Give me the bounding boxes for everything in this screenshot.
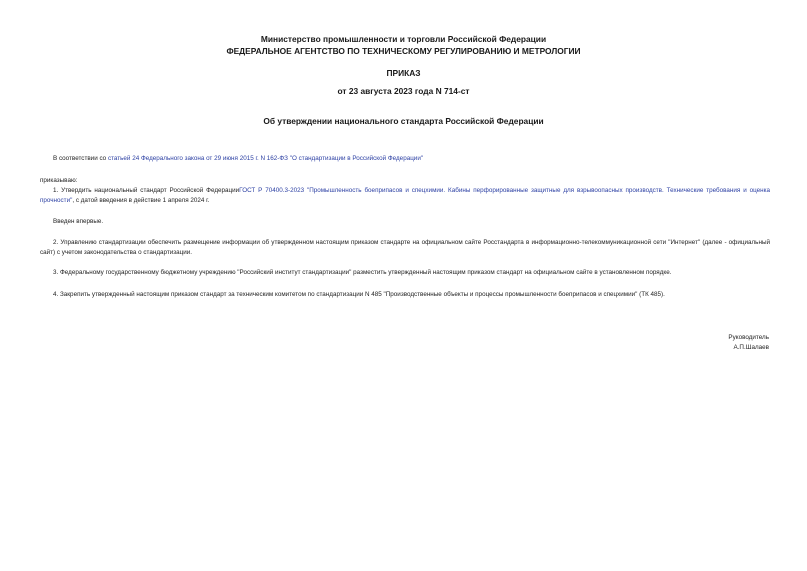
item-2-paragraph: 2. Управлению стандартизации обеспечить размещение информации об утвержденном настоящим приказом стандарте на официальном сайте Росстандарта в информационно-телекоммуникационной сети "Интернет" (далее - официальный сайт) с учетом законодательства о стандартизации.	[40, 239, 770, 256]
item-4-paragraph: 4. Закрепить утвержденный настоящим приказом стандарт за техническим комитетом по стандартизации N 485 "Производственные объекты и процессы промышленности боеприпасов и спецхимии" (ТК 485).	[53, 291, 665, 298]
introduction-note: Введен впервые.	[53, 218, 104, 225]
item-3-paragraph: 3. Федеральному государственному бюджетному учреждению "Российский институт стандартизации" разместить утвержденный настоящим приказом стандарт на официальном сайте в установленном порядке.	[53, 269, 672, 276]
document-type: ПРИКАЗ	[386, 68, 421, 78]
gost-standard-link[interactable]: ГОСТ Р 70400.3-2023 "Промышленность боеприпасов и спецхимии. Кабины перфорированные защитные для взрывоопасных производств. Технические требования и оценка прочности"	[40, 187, 770, 204]
item-1-prefix: 1. Утвердить национальный стандарт Российской Федерации	[53, 187, 240, 194]
document-date-number: от 23 августа 2023 года N 714-ст	[337, 86, 470, 96]
federal-law-link[interactable]: статьей 24 Федерального закона от 29 июня 2015 г. N 162-ФЗ "О стандартизации в Российской Федерации"	[107, 155, 424, 162]
ministry-name: Министерство промышленности и торговли Российской Федерации	[260, 34, 547, 44]
item-1-paragraph	[40, 186, 770, 206]
item-1-suffix: , с датой введения в действие 1 апреля 2024 г.	[72, 197, 210, 204]
signatory-name: А.П.Шалаев	[733, 344, 769, 351]
agency-name: ФЕДЕРАЛЬНОЕ АГЕНТСТВО ПО ТЕХНИЧЕСКОМУ РЕГУЛИРОВАНИЮ И МЕТРОЛОГИИ	[226, 46, 581, 56]
signature-block	[728, 333, 769, 353]
basis-prefix: В соответствии со	[53, 155, 108, 162]
document-subject: Об утверждении национального стандарта Российской Федерации	[263, 116, 544, 126]
order-word: приказываю:	[40, 177, 78, 184]
basis-paragraph	[40, 154, 770, 164]
signatory-position: Руководитель	[728, 334, 769, 341]
